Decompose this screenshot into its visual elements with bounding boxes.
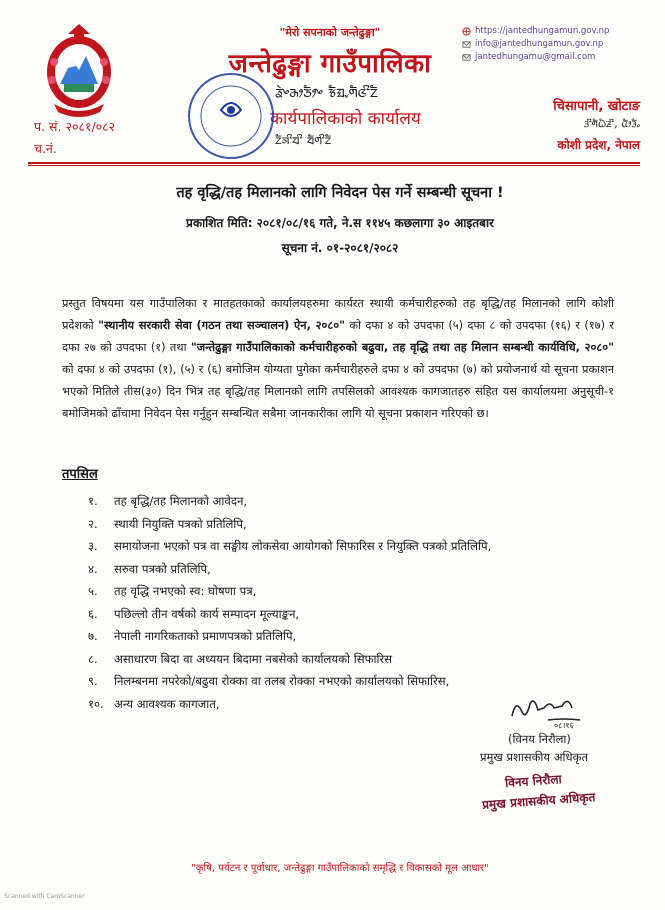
body-text: प्रस्तुत विषयमा यस गाउँपालिका र मातहतकाको कार्यालयहरुमा कार्यरत स्थायी कर्मचारीहरुको तह बृद्धि/तह मिलानको लागि कोशी प्रदेशको bbox=[62, 297, 614, 332]
details-heading: तपसिल bbox=[62, 467, 98, 482]
act-reference: "स्थानीय सरकारी सेवा (गठन तथा सञ्चालन) ऐन, २०८०" bbox=[98, 319, 345, 332]
notice-number: सूचना नं. ०१-२०८१/२०८२ bbox=[281, 241, 399, 255]
province: कोशी प्रदेश, नेपाल bbox=[557, 138, 640, 152]
location: चिसापानी, खोटाङ bbox=[553, 99, 640, 114]
email-link-gmail[interactable]: jantedhungamu@gmail.com bbox=[475, 52, 596, 62]
document-list bbox=[88, 490, 491, 715]
municipality-emblem bbox=[40, 22, 118, 118]
list-item bbox=[88, 670, 491, 693]
website-link[interactable]: https://jantedhungamun.gov.np bbox=[475, 26, 610, 36]
list-number: ५. bbox=[88, 584, 98, 598]
email-link-info[interactable]: info@jantedhungamun.gov.np bbox=[475, 39, 604, 49]
list-item bbox=[88, 558, 491, 581]
list-number: ४. bbox=[88, 561, 98, 576]
signature-stamp-title: प्रमुख प्रशासकीय अधिकृत bbox=[481, 790, 596, 812]
office-name-limbu: ᤁᤠᤈᤡᤔᤡ ᤔᤠᤛᤡᤁᤠ bbox=[275, 132, 332, 148]
list-text: असाधारण बिदा वा अध्ययन बिदामा नबसेको कार्यालयको सिफारिस bbox=[114, 651, 393, 666]
procedure-reference: "जन्तेढुङ्गा गाउँपालिकाको कर्मचारीहरुको बढुवा, तह वृद्धि तथा तह मिलान सम्बन्धी कार्यविधि, २०८०" bbox=[190, 341, 614, 354]
list-number: २. bbox=[88, 516, 98, 531]
website-row bbox=[462, 25, 609, 38]
header-divider bbox=[28, 162, 640, 164]
list-text: सरुवा पत्रको प्रतिलिपि, bbox=[114, 561, 211, 576]
list-text: नेपाली नागरिकताको प्रमाणपत्रको प्रतिलिपि, bbox=[114, 629, 297, 643]
list-number: ६. bbox=[88, 606, 98, 621]
body-text: को दफा ४ को उपदफा (५) दफा ८ को उपदफा (१६) र (१७) र दफा २७ को उपदफा (१) तथा bbox=[62, 319, 614, 354]
dispatch-number: च.नं. bbox=[34, 141, 57, 156]
list-number: १. bbox=[88, 494, 98, 508]
organization-name-limbu: ᤕᤧᤴᤌᤣᤍᤥᤴ ᤃᤠᤀᤩᤛᤠᤜᤡᤁᤠ bbox=[275, 82, 378, 102]
list-item bbox=[88, 693, 491, 716]
list-text: पछिल्लो तीन वर्षको कार्य सम्पादन मूल्याङ्कन, bbox=[114, 606, 300, 621]
list-item bbox=[88, 625, 491, 648]
list-item bbox=[88, 535, 491, 558]
list-text: स्थायी नियुक्ति पत्रको प्रतिलिपि, bbox=[114, 516, 247, 531]
motto: "मेरो सपनाको जन्तेढुङ्गा" bbox=[279, 26, 381, 39]
signatory-name: (विनय निरौला) bbox=[508, 732, 571, 746]
list-number: ३. bbox=[88, 539, 98, 553]
location-limbu: ᤋᤡᤛᤠᤐᤠᤏᤡ, ᤂᤥᤋᤠᤱ bbox=[584, 116, 640, 130]
email-icon bbox=[462, 53, 471, 62]
handwritten-signature bbox=[508, 690, 588, 730]
list-item bbox=[88, 490, 491, 513]
office-name: कार्यपालिकाको कार्यालय bbox=[270, 109, 421, 129]
email-row-1 bbox=[462, 38, 609, 51]
signature-date: ०८।१६ bbox=[554, 721, 574, 730]
organization-name: जन्तेढुङ्गा गाउँपालिका bbox=[228, 49, 432, 79]
list-item bbox=[88, 580, 491, 603]
globe-icon bbox=[462, 27, 471, 36]
list-text: समायोजना भएको पत्र वा सङ्घीय लोकसेवा आयोगको सिफारिस र नियुक्ति पत्रको प्रतिलिपि, bbox=[114, 539, 492, 553]
signature-stamp-name: विनय निरौला bbox=[504, 772, 563, 790]
email-icon bbox=[462, 40, 471, 49]
signatory-title: प्रमुख प्रशासकीय अधिकृत bbox=[480, 750, 588, 764]
list-item bbox=[88, 603, 491, 626]
office-stamp bbox=[185, 70, 277, 162]
list-number: ८. bbox=[88, 651, 98, 666]
list-number: १०. bbox=[88, 696, 104, 711]
body-text: को दफा ४ को उपदफा (१), (५) र (६) बमोजिम योग्यता पुगेका कर्मचारीहरुले दफा ४ को उपदफा (७) को प्रयोजनार्थ यो सूचना प्रकाशन भएको मितिले तीस(३०) दिन भित्र तह बृद्धि/तह मिलानको लागि तपसिलको आवश्यक कागजातहरु सहित यस कार्यालयमा अनुसूची-१ बमोजिमको ढाँचामा निवेदन पेस गर्नुहुन सम्बन्धित सबैमा जानकारीका लागि यो सूचना प्रकाशन गरिएको छ। bbox=[62, 363, 614, 420]
scanner-watermark: Scanned with CamScanner bbox=[4, 893, 85, 900]
contact-block bbox=[462, 25, 609, 64]
header-divider-thin bbox=[28, 165, 640, 166]
list-number: ७. bbox=[88, 629, 98, 643]
publication-date: प्रकाशित मिति: २०८१/०८/१६ गते, ने.स ११४५ कछलागा ३० आइतबार bbox=[186, 216, 494, 230]
list-number: ९. bbox=[88, 674, 98, 688]
list-text: निलम्बनमा नपरेको/बढुवा रोक्का वा तलब रोक्का नभएको कार्यालयको सिफारिस, bbox=[114, 674, 450, 688]
list-text: तह वृद्धि नभएको स्व: घोषणा पत्र, bbox=[114, 584, 257, 598]
footer-slogan: "कृषि, पर्यटन र पूर्वाधार, जन्तेढुङ्गा गाउँपालिकाको समृद्धि र विकासको मूल आधार" bbox=[191, 863, 489, 874]
reference-number: प. सं. २०८१/०८२ bbox=[34, 119, 116, 134]
email-row-2 bbox=[462, 51, 609, 64]
notice-subject: तह वृद्धि/तह मिलानको लागि निवेदन पेस गर्ने सम्बन्धी सूचना ! bbox=[176, 185, 504, 201]
list-item bbox=[88, 648, 491, 671]
list-text: अन्य आवश्यक कागजात, bbox=[114, 696, 220, 711]
list-item bbox=[88, 513, 491, 536]
notice-body bbox=[62, 293, 614, 425]
list-text: तह बृद्धि/तह मिलानको आवेदन, bbox=[114, 494, 248, 508]
